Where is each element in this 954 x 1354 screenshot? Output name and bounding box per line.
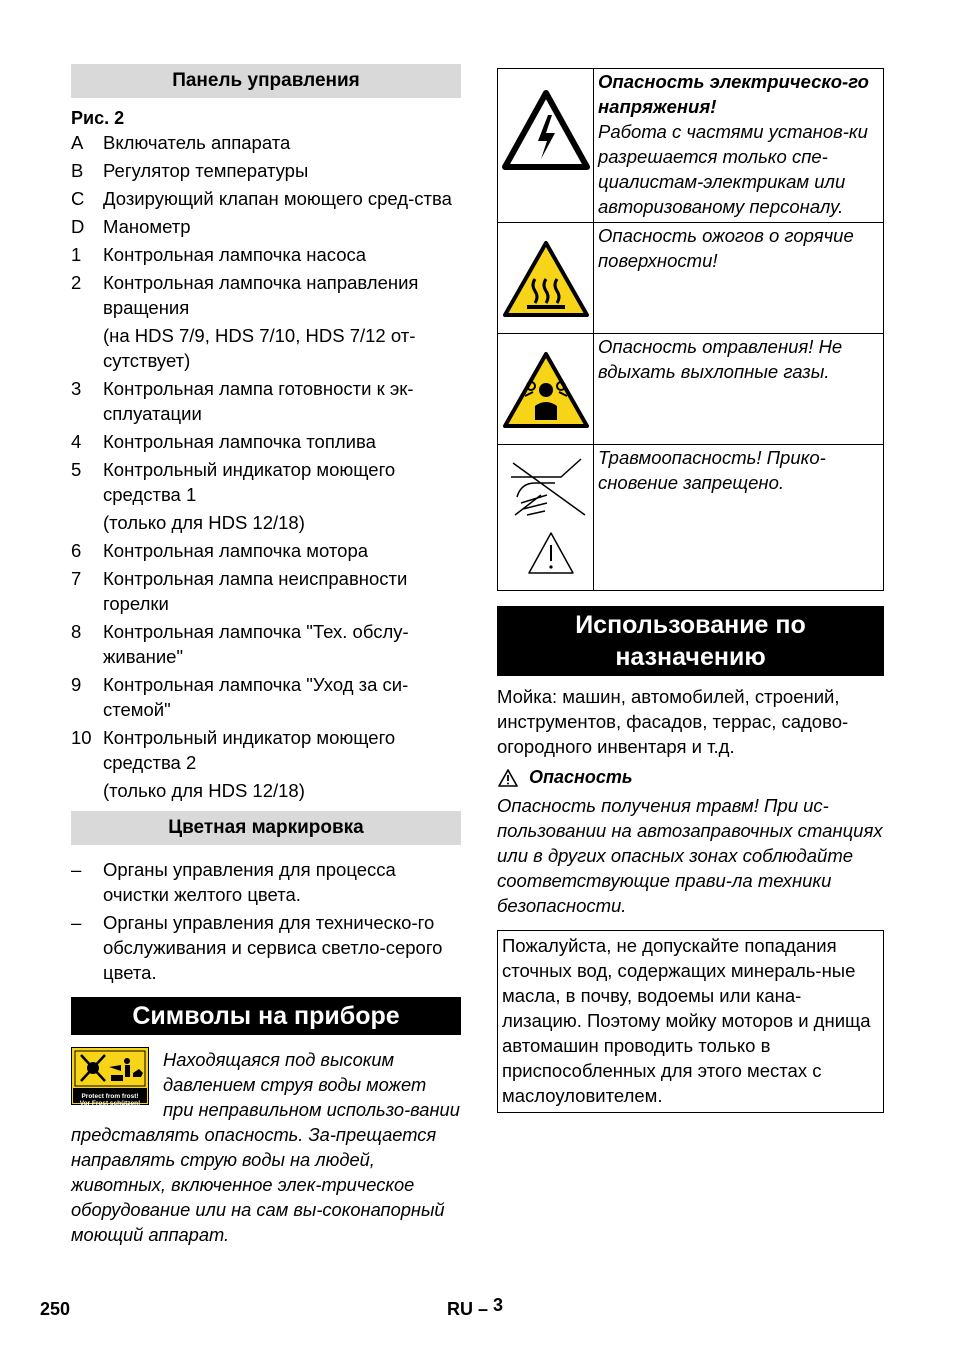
legend-description: Контрольная лампа готовности к эк-сплуатации: [103, 378, 414, 424]
symbol-row: [498, 334, 884, 445]
list-dash: –: [71, 912, 82, 933]
hot-surface-text: Опасность ожогов о горячие поверхности!: [598, 225, 854, 271]
control-legend-list: [71, 130, 461, 803]
danger-text: Опасность получения травм! При ис-пользовании на автозаправочных станциях или в других опасных зонах соблюдайте соответствующие прави-ла техники безопасности.: [497, 795, 883, 916]
symbol-text-cell: [594, 69, 884, 223]
legend-description: Регулятор температуры: [103, 160, 309, 181]
safety-symbols-table: [497, 68, 884, 591]
symbol-row: [498, 445, 884, 591]
legend-text: [103, 619, 461, 669]
symbol-icon-cell: [498, 445, 594, 591]
language-page-marker: [447, 1295, 504, 1320]
electric-hazard-icon: [501, 87, 591, 177]
color-coding-heading: Цветная маркировка: [71, 811, 461, 845]
legend-description: Включатель аппарата: [103, 132, 291, 153]
legend-text: [103, 214, 461, 239]
legend-text: [103, 429, 461, 454]
legend-item: [71, 214, 461, 239]
toxic-fumes-text: Опасность отравления! Не вдыхать выхлопные газы.: [598, 336, 843, 382]
color-coding-item: [71, 910, 461, 985]
figure-reference: Рис. 2: [71, 108, 125, 128]
symbols-heading: Символы на приборе: [71, 997, 461, 1035]
section-page-number: 3: [493, 1295, 504, 1315]
symbol-icon-cell: [498, 223, 594, 334]
symbol-row: [498, 69, 884, 223]
jet-warning-text: Находящаяся под высоким давлением струя воды может при неправильном использо-вании представлять опасность. За-прещается направлять струю воды на людей, животных, включенное элек-трическое оборудование или на сам вы-соконапорный моющий аппарат.: [71, 1049, 460, 1245]
legend-description: Контрольная лампочка мотора: [103, 540, 369, 561]
legend-key: 3: [71, 378, 82, 399]
legend-text: [103, 242, 461, 267]
legend-description: Контрольная лампочка "Тех. обслу-живание": [103, 621, 409, 667]
jet-warning-block: [71, 1047, 461, 1247]
legend-item: [71, 538, 461, 563]
legend-item: [71, 566, 461, 616]
legend-description: Контрольный индикатор моющего средства 1: [103, 459, 396, 505]
color-coding-list: [71, 857, 461, 985]
no-touch-text: Травмоопасность! Прико-сновение запрещено.: [598, 447, 826, 493]
symbol-text-cell: [594, 334, 884, 445]
right-column: [497, 68, 884, 1113]
electric-hazard-text: Работа с частями установ-ки разрешается только спе-циалистам-электрикам или авторизованому персоналу.: [598, 121, 868, 217]
hot-surface-icon: [501, 239, 591, 319]
legend-item: [71, 158, 461, 183]
environment-note-box: [497, 930, 884, 1113]
legend-key: D: [71, 216, 85, 237]
legend-description: Манометр: [103, 216, 191, 237]
legend-item: [71, 242, 461, 267]
legend-note: (только для HDS 12/18): [103, 512, 305, 533]
environment-note-text: Пожалуйста, не допускайте попадания сточных вод, содержащих минераль-ные масла, в почву, водоемы или кана-лизацию. Поэтому мойку моторов и днища автомашин проводить только в приспособленных для этого местах с маслоуловителем.: [502, 935, 871, 1106]
danger-label-row: [497, 765, 884, 790]
legend-key: 8: [71, 621, 82, 642]
legend-description: Контрольная лампочка "Уход за си-стемой": [103, 674, 409, 720]
frost-label-line1: Protect from frost!: [81, 1093, 139, 1100]
frost-label-line2: Vor Frost schützen!: [79, 1100, 141, 1107]
control-panel-heading: Панель управления: [71, 64, 461, 98]
legend-description: Контрольный индикатор моющего средства 2: [103, 727, 396, 773]
legend-text: [103, 270, 461, 373]
legend-key: 6: [71, 540, 82, 561]
legend-text: [103, 158, 461, 183]
legend-key: 9: [71, 674, 82, 695]
usage-heading: [497, 606, 884, 676]
legend-text: [103, 725, 461, 803]
legend-item: [71, 619, 461, 669]
legend-key: B: [71, 160, 84, 181]
legend-item: [71, 186, 461, 211]
legend-key: 1: [71, 244, 82, 265]
legend-text: [103, 376, 461, 426]
legend-description: Дозирующий клапан моющего сред-ства: [103, 188, 452, 209]
legend-key: 5: [71, 459, 82, 480]
legend-text: [103, 672, 461, 722]
color-coding-item: [71, 857, 461, 907]
danger-label: Опасность: [529, 767, 633, 787]
color-coding-text: Органы управления для процесса очистки желтого цвета.: [103, 859, 396, 905]
warning-triangle-icon: [497, 768, 519, 788]
color-coding-text: Органы управления для техническо-го обслуживания и сервиса светло-серого цвета.: [103, 912, 443, 983]
legend-note: (только для HDS 12/18): [103, 780, 305, 801]
legend-item: [71, 270, 461, 373]
legend-item: [71, 725, 461, 803]
usage-text: Мойка: машин, автомобилей, строений, инструментов, фасадов, террас, садово-огородного инвентаря и т.д.: [497, 686, 849, 757]
legend-key: 2: [71, 272, 82, 293]
legend-text: [103, 130, 461, 155]
legend-key: 4: [71, 431, 82, 452]
legend-key: C: [71, 188, 85, 209]
legend-key: A: [71, 132, 84, 153]
language-dash: –: [478, 1299, 489, 1319]
legend-text: [103, 538, 461, 563]
usage-heading-text: Использование по назначению: [575, 611, 806, 671]
language-code: RU: [447, 1299, 473, 1319]
frost-warning-label: [71, 1047, 149, 1105]
legend-item: [71, 376, 461, 426]
symbol-text-cell: [594, 445, 884, 591]
legend-description: Контрольная лампа неисправности горелки: [103, 568, 408, 614]
no-touch-icon: [501, 449, 591, 585]
symbol-text-cell: [594, 223, 884, 334]
list-dash: –: [71, 859, 82, 880]
legend-text: [103, 457, 461, 535]
page-number: 250: [40, 1299, 71, 1319]
legend-key: 10: [71, 727, 92, 748]
legend-description: Контрольная лампочка топлива: [103, 431, 376, 452]
symbol-icon-cell: [498, 334, 594, 445]
legend-item: [71, 429, 461, 454]
legend-item: [71, 130, 461, 155]
legend-item: [71, 672, 461, 722]
left-column: [71, 64, 461, 1247]
legend-note: (на HDS 7/9, HDS 7/10, HDS 7/12 от-сутствует): [103, 325, 416, 371]
legend-text: [103, 186, 461, 211]
symbol-row: [498, 223, 884, 334]
symbol-icon-cell: [498, 69, 594, 223]
legend-description: Контрольная лампочка направления вращения: [103, 272, 419, 318]
electric-hazard-title: Опасность электрическо-го напряжения!: [598, 71, 869, 117]
legend-item: [71, 457, 461, 535]
legend-key: 7: [71, 568, 82, 589]
toxic-fumes-icon: [501, 350, 591, 430]
legend-text: [103, 566, 461, 616]
legend-description: Контрольная лампочка насоса: [103, 244, 367, 265]
